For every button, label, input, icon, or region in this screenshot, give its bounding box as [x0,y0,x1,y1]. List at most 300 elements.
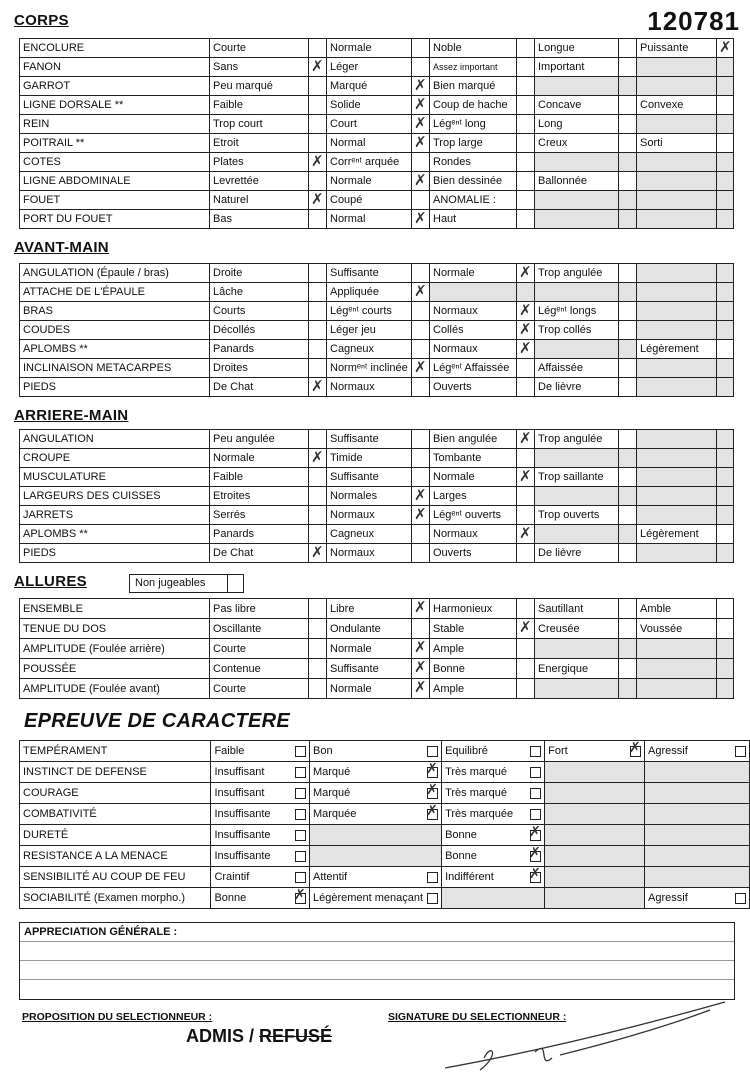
option-checkbox[interactable] [629,740,641,757]
option-checkbox[interactable] [295,746,306,757]
option-checkbox[interactable] [295,767,306,778]
option-checkbox[interactable] [412,430,430,449]
option-cell[interactable] [545,741,645,762]
option-cell[interactable] [211,888,310,909]
option-cell[interactable] [645,741,750,762]
option-checkbox[interactable] [426,761,438,778]
table-row [20,888,750,909]
option-checkbox[interactable] [412,544,430,563]
option-label: Equilibré [445,745,488,757]
option-label: Faible [210,468,309,487]
empty-cell [637,115,717,134]
option-checkbox[interactable] [295,788,306,799]
option-checkbox[interactable] [619,659,637,679]
option-checkbox[interactable] [412,210,430,229]
option-label: Cagneux [327,525,412,544]
option-checkbox[interactable] [619,430,637,449]
option-cell[interactable] [442,804,545,825]
option-label: Très marqué [445,787,508,799]
option-checkbox[interactable] [412,115,430,134]
table-row [20,487,734,506]
option-cell[interactable] [211,741,310,762]
option-checkbox[interactable] [309,659,327,679]
table-row [20,359,734,378]
option-cell[interactable] [309,783,441,804]
option-label: Affaissée [535,359,619,378]
option-label: Normaux [327,506,412,525]
option-checkbox[interactable] [309,619,327,639]
option-checkbox [717,659,734,679]
empty-cell [645,846,750,867]
option-cell[interactable] [309,762,441,783]
check-mark-icon: ✗ [414,358,427,376]
option-label: Normᵉⁿᵗ inclinée [327,359,412,378]
option-cell[interactable] [309,741,441,762]
option-checkbox[interactable] [412,659,430,679]
option-label: Haut [430,210,517,229]
option-label: Panards [210,525,309,544]
empty-cell [645,783,750,804]
option-checkbox[interactable] [412,153,430,172]
option-label: Insuffisant [214,787,265,799]
option-checkbox[interactable] [517,264,535,283]
option-checkbox[interactable] [619,302,637,321]
option-checkbox[interactable] [619,378,637,397]
option-checkbox[interactable] [412,619,430,639]
check-mark-icon: ✗ [414,95,427,113]
option-label: Normaux [430,340,517,359]
option-checkbox[interactable] [517,487,535,506]
option-label: Solide [327,96,412,115]
option-checkbox[interactable] [517,172,535,191]
option-cell[interactable] [442,825,545,846]
check-mark-icon: ✗ [519,618,532,636]
option-cell[interactable] [442,867,545,888]
option-checkbox[interactable] [517,321,535,340]
option-cell[interactable] [309,888,441,909]
option-checkbox[interactable] [293,887,306,904]
option-label: Normale [327,39,412,58]
option-checkbox[interactable] [412,449,430,468]
row-label: COUDES [20,321,210,340]
option-checkbox[interactable] [309,468,327,487]
option-checkbox[interactable] [619,264,637,283]
empty-cell [637,659,717,679]
option-label: Courte [210,39,309,58]
option-checkbox[interactable] [426,782,438,799]
option-checkbox[interactable] [309,77,327,96]
check-mark-icon: ✗ [414,209,427,227]
table-row [20,115,734,134]
allures-table [19,598,734,699]
option-label: Ample [430,639,517,659]
option-label: Bonne [445,850,477,862]
option-cell[interactable] [442,846,545,867]
option-checkbox [717,378,734,397]
option-checkbox[interactable] [517,302,535,321]
table-row [20,172,734,191]
option-checkbox[interactable] [619,134,637,153]
empty-cell [637,487,717,506]
option-checkbox[interactable] [717,96,734,115]
empty-cell [637,639,717,659]
appreciation-box[interactable] [19,922,735,1000]
option-label: Insuffisante [214,829,271,841]
check-mark-icon: ✗ [414,638,427,656]
empty-cell [545,846,645,867]
table-row [20,659,734,679]
check-mark-icon: ✗ [311,377,324,395]
option-checkbox[interactable] [517,599,535,619]
option-label: Courte [210,679,309,699]
non-jugeables-box[interactable] [129,574,244,593]
option-label: Droites [210,359,309,378]
section-title-allures: ALLURES [14,573,87,590]
option-checkbox [619,210,637,229]
option-label: Légᵉⁿᵗ long [430,115,517,134]
option-checkbox [717,58,734,77]
option-checkbox[interactable] [619,359,637,378]
non-jugeables-label: Non jugeables [130,575,228,592]
option-checkbox[interactable] [412,39,430,58]
option-label: Léger jeu [327,321,412,340]
option-checkbox[interactable] [517,134,535,153]
option-checkbox[interactable] [427,893,438,904]
option-checkbox[interactable] [517,506,535,525]
option-label: Larges [430,487,517,506]
option-checkbox [717,449,734,468]
table-row [20,804,750,825]
empty-cell [430,283,517,302]
option-checkbox[interactable] [619,599,637,619]
option-checkbox[interactable] [619,172,637,191]
option-checkbox[interactable] [619,544,637,563]
option-checkbox[interactable] [309,191,327,210]
option-checkbox[interactable] [412,283,430,302]
row-label: PIEDS [20,378,210,397]
check-mark-icon: ✗ [629,740,641,756]
option-checkbox[interactable] [412,679,430,699]
row-label: COMBATIVITÉ [20,804,211,825]
option-checkbox[interactable] [309,321,327,340]
option-label: Appliquée [327,283,412,302]
option-checkbox[interactable] [412,359,430,378]
decision-refuse: REFUSÉ [259,1026,333,1046]
option-checkbox[interactable] [295,872,306,883]
option-label: Cagneux [327,340,412,359]
option-checkbox[interactable] [309,679,327,699]
option-checkbox[interactable] [517,115,535,134]
option-checkbox[interactable] [517,96,535,115]
row-label: BRAS [20,302,210,321]
handwritten-signature [440,1000,740,1075]
option-checkbox[interactable] [412,58,430,77]
option-checkbox[interactable] [309,96,327,115]
option-checkbox[interactable] [412,340,430,359]
option-label: Coup de hache [430,96,517,115]
option-checkbox[interactable] [412,599,430,619]
option-checkbox[interactable] [309,525,327,544]
option-checkbox[interactable] [412,134,430,153]
option-checkbox[interactable] [309,599,327,619]
option-cell[interactable] [211,762,310,783]
option-label: Léger [327,58,412,77]
option-checkbox[interactable] [530,809,541,820]
appreciation-label: APPRECIATION GÉNÉRALE : [20,923,734,942]
option-checkbox[interactable] [517,58,535,77]
option-checkbox[interactable] [717,134,734,153]
option-checkbox[interactable] [517,430,535,449]
option-cell[interactable] [211,825,310,846]
option-checkbox [717,359,734,378]
empty-cell [637,378,717,397]
row-label: JARRETS [20,506,210,525]
empty-cell [545,867,645,888]
option-label: Normal [327,210,412,229]
option-label: Tombante [430,449,517,468]
option-checkbox[interactable] [309,378,327,397]
row-label: PORT DU FOUET [20,210,210,229]
option-checkbox[interactable] [412,302,430,321]
option-checkbox[interactable] [517,525,535,544]
option-label: Convexe [637,96,717,115]
option-checkbox[interactable] [717,599,734,619]
option-checkbox[interactable] [309,302,327,321]
option-checkbox[interactable] [309,39,327,58]
option-checkbox[interactable] [529,845,541,862]
option-checkbox[interactable] [619,115,637,134]
option-checkbox[interactable] [412,172,430,191]
option-checkbox[interactable] [529,824,541,841]
option-checkbox[interactable] [717,525,734,544]
corps-table [19,38,734,229]
option-label: Sorti [637,134,717,153]
option-label: Légᵉⁿᵗ ouverts [430,506,517,525]
option-checkbox[interactable] [412,525,430,544]
option-checkbox[interactable] [309,153,327,172]
option-checkbox[interactable] [427,746,438,757]
option-checkbox[interactable] [517,619,535,639]
empty-cell [637,449,717,468]
option-checkbox[interactable] [412,639,430,659]
check-mark-icon: ✗ [426,803,438,819]
option-checkbox[interactable] [309,172,327,191]
option-label: Noble [430,39,517,58]
row-label: SENSIBILITÉ AU COUP DE FEU [20,867,211,888]
table-row [20,302,734,321]
table-row [20,741,750,762]
option-checkbox[interactable] [309,430,327,449]
option-cell[interactable] [645,888,750,909]
option-checkbox[interactable] [619,619,637,639]
option-label: Normale [430,468,517,487]
option-checkbox[interactable] [412,96,430,115]
option-cell[interactable] [211,804,310,825]
option-checkbox[interactable] [517,39,535,58]
option-checkbox[interactable] [735,746,746,757]
option-checkbox[interactable] [309,115,327,134]
option-checkbox[interactable] [427,872,438,883]
option-cell[interactable] [211,846,310,867]
option-label: Bon [312,745,333,757]
option-checkbox[interactable] [295,809,306,820]
option-label: Droite [210,264,309,283]
option-checkbox[interactable] [517,77,535,96]
option-checkbox[interactable] [309,487,327,506]
empty-cell [637,77,717,96]
table-row [20,340,734,359]
option-checkbox[interactable] [309,449,327,468]
option-cell[interactable] [309,804,441,825]
row-label: ENCOLURE [20,39,210,58]
option-checkbox[interactable] [529,866,541,883]
option-cell[interactable] [442,741,545,762]
option-checkbox [717,321,734,340]
table-row [20,639,734,659]
option-label: Agressif [648,892,688,904]
option-cell[interactable] [211,867,310,888]
option-checkbox[interactable] [309,134,327,153]
option-checkbox[interactable] [295,851,306,862]
option-cell[interactable] [442,783,545,804]
option-checkbox[interactable] [412,321,430,340]
option-checkbox[interactable] [412,264,430,283]
option-checkbox[interactable] [412,378,430,397]
option-checkbox[interactable] [309,359,327,378]
empty-cell [535,191,619,210]
option-checkbox[interactable] [530,788,541,799]
option-checkbox[interactable] [517,191,535,210]
option-label: Libre [327,599,412,619]
option-label: Normale [327,639,412,659]
option-checkbox [717,487,734,506]
option-checkbox[interactable] [309,210,327,229]
row-label: RESISTANCE A LA MENACE [20,846,211,867]
option-checkbox[interactable] [412,191,430,210]
option-cell[interactable] [309,867,441,888]
option-checkbox[interactable] [717,619,734,639]
option-label: Légᵉⁿᵗ courts [327,302,412,321]
empty-cell [645,804,750,825]
empty-cell [637,264,717,283]
option-label: Long [535,115,619,134]
empty-cell [545,825,645,846]
option-checkbox[interactable] [735,893,746,904]
option-label: Lâche [210,283,309,302]
option-checkbox[interactable] [517,359,535,378]
option-checkbox[interactable] [412,487,430,506]
option-label: Ample [430,679,517,699]
row-label: AMPLITUDE (Foulée arrière) [20,639,210,659]
option-checkbox [717,639,734,659]
option-checkbox[interactable] [619,468,637,487]
option-checkbox[interactable] [412,468,430,487]
option-checkbox[interactable] [309,264,327,283]
option-checkbox[interactable] [517,659,535,679]
option-checkbox[interactable] [309,639,327,659]
option-checkbox [717,679,734,699]
option-checkbox[interactable] [717,39,734,58]
option-checkbox[interactable] [717,340,734,359]
empty-cell [637,302,717,321]
option-checkbox[interactable] [309,544,327,563]
option-checkbox[interactable] [309,506,327,525]
option-label: Courts [210,302,309,321]
option-label: Ondulante [327,619,412,639]
option-checkbox[interactable] [309,283,327,302]
option-label: Insuffisante [214,808,271,820]
empty-cell [535,340,619,359]
option-cell[interactable] [442,762,545,783]
table-row [20,544,734,563]
option-checkbox[interactable] [517,378,535,397]
option-label: Ouverts [430,378,517,397]
option-checkbox[interactable] [517,210,535,229]
option-label: Légèrement [637,525,717,544]
option-label: Concave [535,96,619,115]
option-checkbox [717,77,734,96]
option-checkbox[interactable] [412,77,430,96]
option-checkbox[interactable] [517,468,535,487]
option-label: Légèrement [637,340,717,359]
check-mark-icon: ✗ [519,263,532,281]
section-title-avant-main: AVANT-MAIN [14,239,109,256]
option-checkbox[interactable] [619,96,637,115]
option-label: Bas [210,210,309,229]
option-checkbox[interactable] [619,321,637,340]
option-checkbox[interactable] [619,39,637,58]
option-label: Levrettée [210,172,309,191]
option-checkbox[interactable] [517,153,535,172]
row-label: POUSSÉE [20,659,210,679]
option-label: Naturel [210,191,309,210]
option-label: Normale [327,679,412,699]
table-row [20,210,734,229]
option-checkbox[interactable] [619,58,637,77]
option-checkbox[interactable] [426,803,438,820]
table-row [20,39,734,58]
option-checkbox[interactable] [309,58,327,77]
check-mark-icon: ✗ [311,448,324,466]
table-row [20,846,750,867]
option-label: Trop court [210,115,309,134]
check-mark-icon: ✗ [519,301,532,319]
option-label: Energique [535,659,619,679]
check-mark-icon: ✗ [414,133,427,151]
empty-cell [535,679,619,699]
option-checkbox[interactable] [517,449,535,468]
option-checkbox[interactable] [530,746,541,757]
option-checkbox [517,283,535,302]
option-label: Normale [210,449,309,468]
option-cell[interactable] [211,783,310,804]
option-label: Normale [327,172,412,191]
option-label: Bien angulée [430,430,517,449]
option-checkbox [619,487,637,506]
option-checkbox[interactable] [619,506,637,525]
option-checkbox[interactable] [412,506,430,525]
option-checkbox[interactable] [517,544,535,563]
option-checkbox [717,210,734,229]
option-checkbox[interactable] [295,830,306,841]
option-checkbox[interactable] [517,639,535,659]
empty-cell [545,762,645,783]
option-label: Normaux [327,378,412,397]
option-checkbox[interactable] [517,679,535,699]
option-checkbox[interactable] [530,767,541,778]
option-checkbox[interactable] [309,340,327,359]
option-checkbox[interactable] [517,340,535,359]
